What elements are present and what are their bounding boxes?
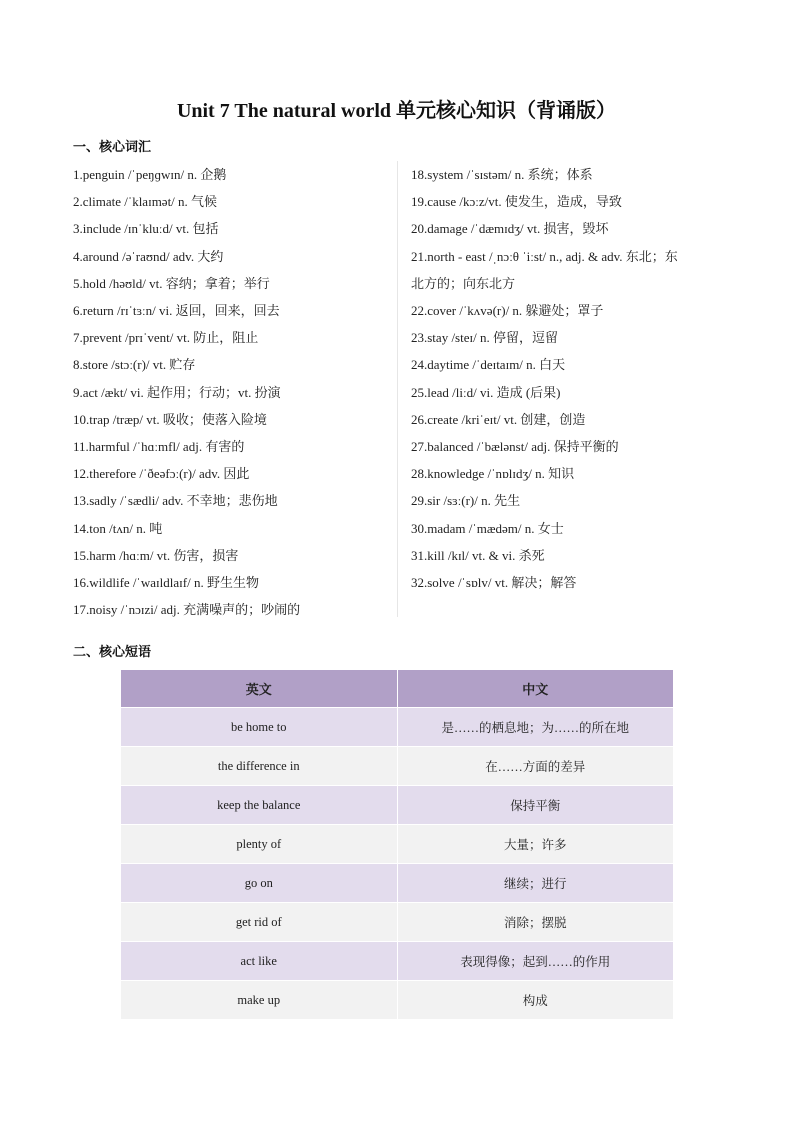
- phrase-english: make up: [121, 981, 398, 1020]
- section-heading-phrases: 二、核心短语: [73, 644, 152, 659]
- column-header-chinese: 中文: [397, 670, 674, 708]
- vocab-item: 22.cover /ˈkʌvə(r)/ n. 躲避处；罩子: [411, 303, 604, 319]
- table-row: [121, 786, 674, 825]
- vocab-item: 18.system /ˈsɪstəm/ n. 系统；体系: [411, 167, 593, 182]
- phrase-english: act like: [121, 942, 398, 981]
- phrase-english: plenty of: [121, 825, 398, 864]
- phrase-english: go on: [121, 864, 398, 903]
- vocab-item-continued: 北方的；向东北方: [411, 275, 516, 291]
- table-row: [121, 942, 674, 981]
- table-row: [121, 825, 674, 864]
- phrase-english: get rid of: [121, 903, 398, 942]
- phrase-english: keep the balance: [121, 786, 398, 825]
- vocab-item: 12.therefore /ˈðeəfɔː(r)/ adv. 因此: [73, 466, 250, 482]
- vocab-item: 2.climate /ˈklaɪmət/ n. 气候: [73, 194, 218, 210]
- table-row: [121, 747, 674, 786]
- vocab-item: 4.around /əˈraʊnd/ adv. 大约: [73, 248, 224, 264]
- vocab-item: 30.madam /ˈmædəm/ n. 女士: [411, 520, 564, 536]
- phrase-english: the difference in: [121, 747, 398, 786]
- column-divider: [397, 161, 398, 617]
- vocab-item: 17.noisy /ˈnɔɪzi/ adj. 充满噪声的；吵闹的: [73, 602, 301, 618]
- vocab-item: 1.penguin /ˈpeŋɡwɪn/ n. 企鹅: [73, 167, 227, 182]
- vocab-item: 24.daytime /ˈdeɪtaɪm/ n. 白天: [411, 357, 566, 373]
- section-heading-vocabulary: 一、核心词汇: [73, 139, 152, 154]
- vocab-item: 16.wildlife /ˈwaɪldlaɪf/ n. 野生生物: [73, 575, 259, 591]
- vocab-item: 15.harm /hɑːm/ vt. 伤害，损害: [73, 547, 239, 563]
- column-header-english: 英文: [121, 670, 398, 708]
- table-row: [121, 981, 674, 1020]
- page-title: Unit 7 The natural world 单元核心知识（背诵版）: [176, 100, 617, 122]
- vocab-item: 20.damage /ˈdæmɪdʒ/ vt. 损害，毁坏: [411, 221, 609, 237]
- vocab-item: 9.act /ækt/ vi. 起作用；行动；vt. 扮演: [73, 384, 281, 400]
- vocab-item: 10.trap /træp/ vt. 吸收；使落入险境: [73, 411, 267, 427]
- vocab-item: 25.lead /liːd/ vi. 造成 (后果): [411, 384, 561, 400]
- vocab-list-left: [73, 161, 393, 623]
- vocab-item: 31.kill /kɪl/ vt. & vi. 杀死: [411, 547, 545, 563]
- phrase-chinese: 构成: [397, 981, 674, 1020]
- table-row: [121, 864, 674, 903]
- phrase-english: be home to: [121, 708, 398, 747]
- phrase-chinese: 继续；进行: [397, 864, 674, 903]
- vocab-item: 7.prevent /prɪˈvent/ vt. 防止，阻止: [73, 330, 259, 346]
- vocab-item: 11.harmful /ˈhɑːmfl/ adj. 有害的: [73, 439, 245, 455]
- vocab-item: 13.sadly /ˈsædli/ adv. 不幸地；悲伤地: [73, 493, 278, 509]
- phrase-chinese: 表现得像；起到……的作用: [397, 942, 674, 981]
- phrase-chinese: 消除；摆脱: [397, 903, 674, 942]
- phrase-chinese: 保持平衡: [397, 786, 674, 825]
- table-header-row: [121, 670, 674, 708]
- vocab-item: 23.stay /steɪ/ n. 停留，逗留: [411, 330, 558, 346]
- phrase-chinese: 在……方面的差异: [397, 747, 674, 786]
- vocab-item: 29.sir /sɜː(r)/ n. 先生: [411, 493, 521, 509]
- vocab-item: 21.north - east /ˌnɔːθ ˈiːst/ n., adj. & adv. 东北；东: [411, 248, 678, 264]
- vocab-item: 5.hold /həʊld/ vt. 容纳；拿着；举行: [73, 275, 270, 291]
- vocab-item: 8.store /stɔː(r)/ vt. 贮存: [73, 357, 196, 373]
- vocab-item: 26.create /kriˈeɪt/ vt. 创建，创造: [411, 411, 586, 427]
- table-row: [121, 708, 674, 747]
- vocab-list-right: [411, 161, 731, 596]
- phrase-table: [120, 669, 674, 1020]
- vocab-item: 28.knowledge /ˈnɒlɪdʒ/ n. 知识: [411, 466, 575, 482]
- phrase-chinese: 是……的栖息地；为……的所在地: [397, 708, 674, 747]
- vocab-item: 6.return /rɪˈtɜːn/ vi. 返回，回来，回去: [73, 303, 280, 319]
- vocab-item: 14.ton /tʌn/ n. 吨: [73, 520, 163, 536]
- phrase-chinese: 大量；许多: [397, 825, 674, 864]
- vocab-item: 3.include /ɪnˈkluːd/ vt. 包括: [73, 221, 219, 237]
- vocab-item: 19.cause /kɔːz/vt. 使发生，造成，导致: [411, 194, 622, 210]
- table-row: [121, 903, 674, 942]
- vocab-item: 32.solve /ˈsɒlv/ vt. 解决；解答: [411, 575, 577, 591]
- vocab-item: 27.balanced /ˈbælənst/ adj. 保持平衡的: [411, 439, 619, 455]
